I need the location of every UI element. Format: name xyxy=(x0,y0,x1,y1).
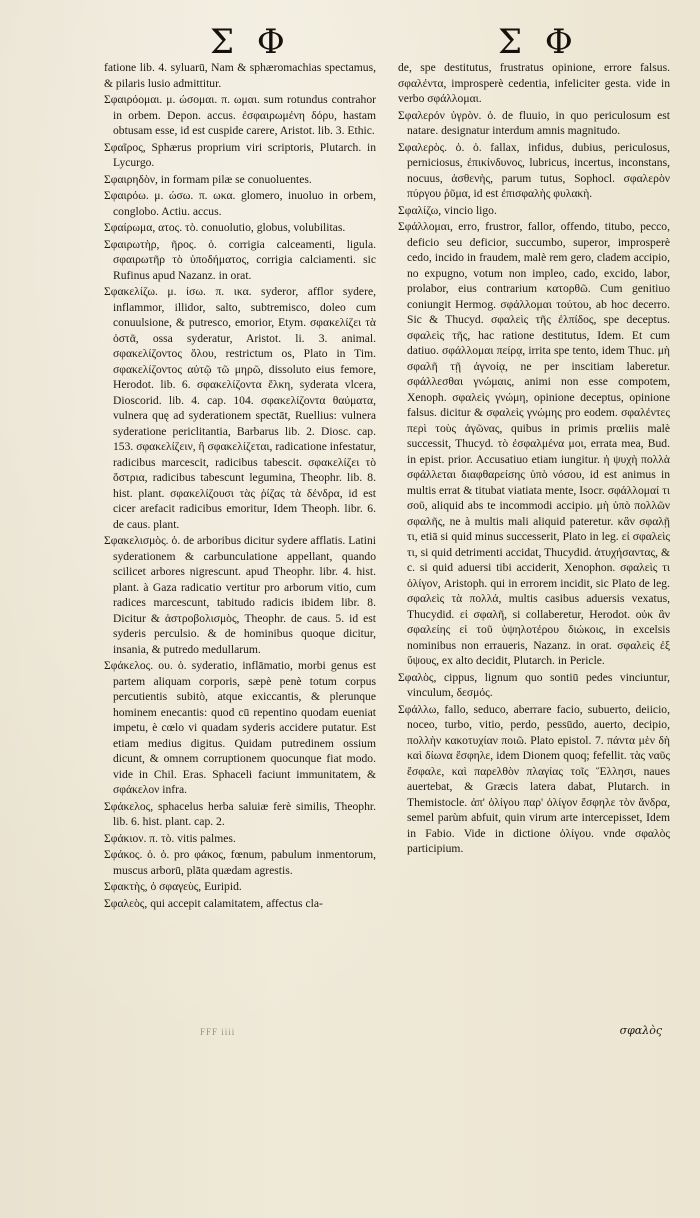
running-head-right: Σ Φ xyxy=(498,22,579,62)
dictionary-entry: Σφαλερὸς. ὁ. ὁ. fallax, infidus, dubius, periculosus, perniciosus, ἐπικίνδυνος, lubricus, incertus, inconstans, nocuus, ἀσθενὴς, parum tutus, Sophocl. σφαλερὸν πύργου ῥῦμα, id est ἐπισφαλὴς φυλακὴ. xyxy=(398,140,670,200)
catchword: σφαλὸς xyxy=(619,1024,662,1037)
dictionary-entry: Σφακελίζω. μ. ίσω. π. ικα. syderor, afflor sydere, inflammor, illidor, salto, subtremisco, doleo cum conuulsione, & putresco, emorior, Etym. σφακελίζει τὰ ὀστᾶ, ossa syderatur, Aristot. li. 3. animal. σφακελίζοντος ὅλου, restrictum os, Plato in Tim. σφακελίζοντος αὐτῷ τῶ μηρῶ, dissoluto eius femore, Herodot. lib. 6. σφακελίζοντα ἕλκη, syderata vlcera, Dioscorid. lib. 4. cap. 104. σφακελίζοντα θαύματα, vulnera quę ad syderationem spectāt, Ruellius: vulnera syderatione periclitantia, Barbarus lib. 2. Diosc. cap. 153. σφακελίζειν, ἢ σφακελίζεται, radicatione infestatur, radicibus marcescit, radicibus tabescit. σφακελίζει τὸ ὄστρια, radicibus tabescunt legumina, Theophr. lib. 8. hist. plant. σφακελίζουσι τὰς ῥίζας τὰ δένδρα, id est cicer arefacit radicibus emoritur, Idem Theoph. libr. 6. de caus. plant. xyxy=(104,285,376,531)
dictionary-entry: Σφαλὸς, cippus, lignum quo sontiū pedes vinciuntur, vinculum, δεσμός. xyxy=(398,670,670,699)
dictionary-entry: Σφαλίζω, vincio ligo. xyxy=(398,203,497,217)
dictionary-entry: Σφακελισμὸς. ὁ. de arboribus dicitur sydere afflatis. Latini syderationem & carbunculatione appellant, quando scilicet arbores nigrescunt. apud Theophr. libr. 4. hist. plant. à Gaza radicatio vertitur pro arborum vitio, cum radices marcescunt, tabitudo radicis ibidem libr. 8. Dicitur & ἀστροβολισμὸς, Theophr. de caus. 5. id est syderis perculsio. & de hominibus quoque dicitur, insania, & putredo medullarum. xyxy=(104,534,376,656)
right-column xyxy=(398,60,670,858)
running-head-left: Σ Φ xyxy=(210,22,291,62)
dictionary-entry: Σφακτὴς, ὁ σφαγεὺς, Euripid. xyxy=(104,880,242,893)
dictionary-entry: Σφάκιον. π. τὸ. vitis palmes. xyxy=(104,831,236,845)
dictionary-entry: Σφάλλομαι, erro, frustror, fallor, offendo, titubo, pecco, deficio seu deficior, succumbo, superor, improsperè cedo, incido in fraudem, malè rem gero, cladem accipio, no expugno, votum non impleo, cado, excido, labor, prolabor, eius contrarium κατορθῶ. Cum genitiuo coniungit Hermog. σφάλλομαι τούτου, ab hoc decerro. Sic & Thucyd. σφαλεὶς τῆς ἐλπίδος, spe deceptus. σφαλεὶς τῆς, hac ratione destitutus, Idem. Et cum datiuo. σφάλλομαι πείρᾳ, irrita spe tento, idem Thuc. μὴ σφαλῆ τῇ ἀγνοίᾳ, ne per inscitiam laberetur. σφάλλεσθαι γνώμαις, animi non esse compotem, Xenoph. σφαλεὶς γνώμη, opinione deceptus, opinione falsus. dicitur & σφαλεὶς γνώμης pro eodem. σφαλέντες περὶ τοὺς ἀγῶνας, quibus in primis prœliis malè successit, Thucyd. τὸ ἐσφαλμένα μοι, errata mea, Bud. in epist. prior. Accusatiuo etiam iungitur. ἡ ψυχὴ πολλὰ σφάλλεται διαφθαρείσης ὑπὸ νόσου, id est animus in multis errat & titubat viatiata mente, Isocr. σφάλλομαί τι σοῦ, aliquid abs te incommodi accipio. μὴ ὑπὸ πολλῶν σφαλῆς, ne à multis mali aliquid pateretur. κἂν σφαλῇ τι, etiā si quid minus successerit, Plato in leg. εἰ σφαλεὶς τι, si quid detrimenti accidat, Thucydid. ἀτυχήσαντας, & c. si quid aduersi tibi acciderit, Xenophon. σφαλεὶς τι ὀλίγον, Aristoph. qui in errorem incidit, sic Plato de leg. σφαλεὶς τὰ πολλά, multis casibus aduersis vexatus, Thucydid. εἰ σφαλῆ, si collaberetur, Herodot. οὐκ ἂν σφαλείης εἰ τοῦ ὑψηλοτέρου διώκοις, in excelsis nominibus non erraueris, Nazanz. in orat. σφαλεὶς ἐξ ὕψους, ex alto decidit, Plutarch. in Pericle. xyxy=(398,220,670,667)
dictionary-entry: Σφαιρόω. μ. ώσω. π. ωκα. glomero, inuoluo in orbem, conglobo. Actiu. accus. xyxy=(104,189,376,218)
dictionary-entry: Σφάκος. ὁ. ὁ. pro φάκος, fœnum, pabulum inmentorum, muscus arborū, plāta quædam agrestis. xyxy=(104,848,376,877)
dictionary-entry: Σφαῖρος, Sphærus proprium viri scriptoris, Plutarch. in Lycurgo. xyxy=(104,140,376,169)
dictionary-entry: de, spe destitutus, frustratus opinione, errore falsus. σφαλέντα, improsperè cedentia, infeliciter gesta. vide in verbo σφάλλομαι. xyxy=(398,61,670,105)
signature-mark: FFF iiii xyxy=(200,1027,236,1037)
dictionary-entry: Σφαλερόν ὑγρὸν. ὁ. de fluuio, in quo periculosum est natare. designatur interdum amnis magnitudo. xyxy=(398,108,670,137)
left-column xyxy=(104,60,376,912)
dictionary-entry: Σφάκελος. ου. ὁ. syderatio, inflāmatio, morbi genus est partem aliquam corporis, sæpè penè totum corpus percutientis subitò, atque exiccantis, & plerunque hominem enecantis: quod cū repentino quodam eueniat impetu, è cœlo vi quadam syderis accidere putatur. Est etiam medius digitus. Quidam putredinem ossium dicunt, & omnem corruptionem quocunque fiat modo. vide in Chil. Eras. Sphaceli faciunt immunitatem, & σφάκελον infra. xyxy=(104,659,376,796)
dictionary-entry: Σφάλλω, fallo, seduco, aberrare facio, subuerto, deiicio, noceo, turbo, vitio, perdo, pessūdo, auerto, decipio, πολλὴν κακοτυχίαν ποιῶ. Plato epistol. 7. πάντα μὲν δὴ καὶ δίωνα ἔσφηλε, idem Dionem quoq; fefellit. τὰς ναῦς ἔσφαλε, καὶ παρελθὸν πλαγίας τοῖς Ἕλλησι, naues auertebat, & Græcis latera dabat, Plutarch. in Themistocle. ἀπ' ὀλίγου παρ' ὀλίγον ἔσφηλε τὸν ἄνδρα, semel parùm abfuit, quin virum arte intercepisset, Idem in Fabio. Vide in dictione ὀλίγου. vnde σφαλὸς participium. xyxy=(398,702,670,855)
dictionary-entry: Σφαιρωτὴρ, ῆρος. ὁ. corrigia calceamenti, ligula. σφαιρωτῆρ τὸ ὑποδήματος, corrigia calciamenti. sic Rufinus apud Nazanz. in orat. xyxy=(104,237,376,282)
dictionary-entry: Σφαίρωμα, ατος. τὸ. conuolutio, globus, volubilitas. xyxy=(104,221,346,234)
dictionary-entry: Σφάκελος, sphacelus herba saluiæ ferè similis, Theophr. lib. 6. hist. plant. cap. 2. xyxy=(104,799,376,828)
dictionary-entry: Σφαιρόομαι. μ. ώσομαι. π. ωμαι. sum rotundus contrahor in orbem. Depon. accus. ἐσφαιρωμένη δόρυ, hastam obtusam esse, id est cuspide carere, Aristot. lib. 3. Ethic. xyxy=(104,93,376,137)
dictionary-entry: Σφαιρηδὸν, in formam pilæ se conuoluentes. xyxy=(104,172,312,186)
dictionary-entry: Σφαλεὸς, qui accepit calamitatem, affectus cla- xyxy=(104,896,323,910)
dictionary-entry: fatione lib. 4. syluarū, Nam & sphæromachias spectamus, & pilaris lusio admittitur. xyxy=(104,61,376,90)
